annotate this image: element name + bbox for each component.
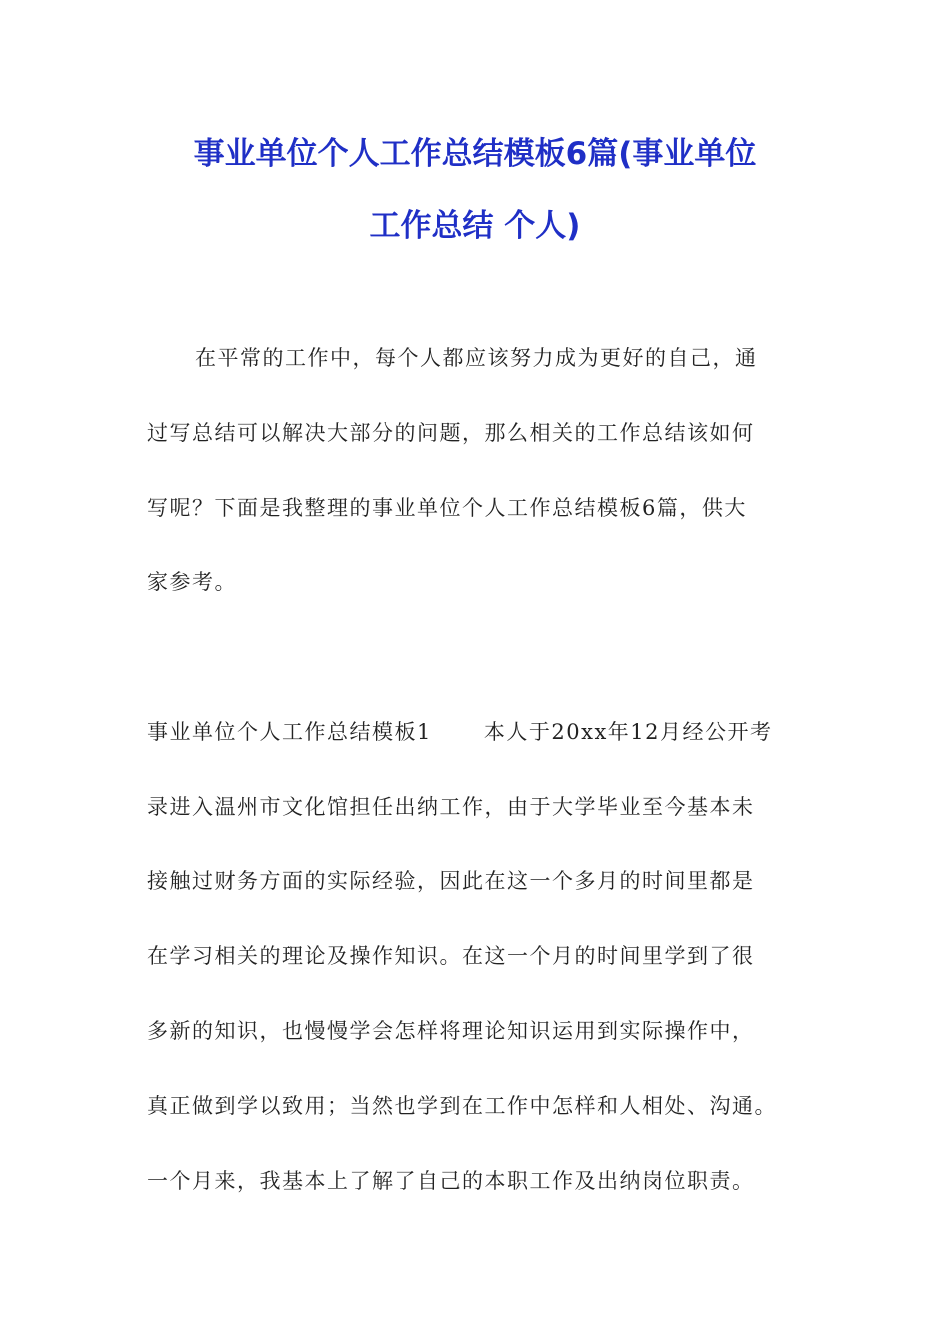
document-title-line-1: 事业单位个人工作总结模板6篇(事业单位 (193, 136, 757, 172)
section1-line-6: 真正做到学以致用；当然也学到在工作中怎样和人相处、沟通。 (147, 1094, 777, 1118)
section1-line-2: 录进入温州市文化馆担任出纳工作，由于大学毕业至今基本未 (147, 795, 755, 819)
section1-first-line (147, 717, 812, 747)
intro-line-3: 写呢？下面是我整理的事业单位个人工作总结模板6篇，供大 (147, 496, 747, 520)
intro-line-4: 家参考。 (147, 570, 237, 594)
intro-line-1: 在平常的工作中，每个人都应该努力成为更好的自己，通 (195, 346, 758, 370)
section1-line-7: 一个月来，我基本上了解了自己的本职工作及出纳岗位职责。 (147, 1169, 755, 1193)
section1-heading: 事业单位个人工作总结模板1 (147, 720, 432, 744)
section1-line-3: 接触过财务方面的实际经验，因此在这一个多月的时间里都是 (147, 869, 755, 893)
section1-line-4: 在学习相关的理论及操作知识。在这一个月的时间里学到了很 (147, 944, 755, 968)
document-title-line-2: 工作总结 个人) (369, 208, 581, 244)
section1-line-5: 多新的知识，也慢慢学会怎样将理论知识运用到实际操作中， (147, 1019, 755, 1043)
section1-first-line-text: 本人于20xx年12月经公开考 (483, 720, 773, 744)
intro-line-2: 过写总结可以解决大部分的问题，那么相关的工作总结该如何 (147, 421, 755, 445)
